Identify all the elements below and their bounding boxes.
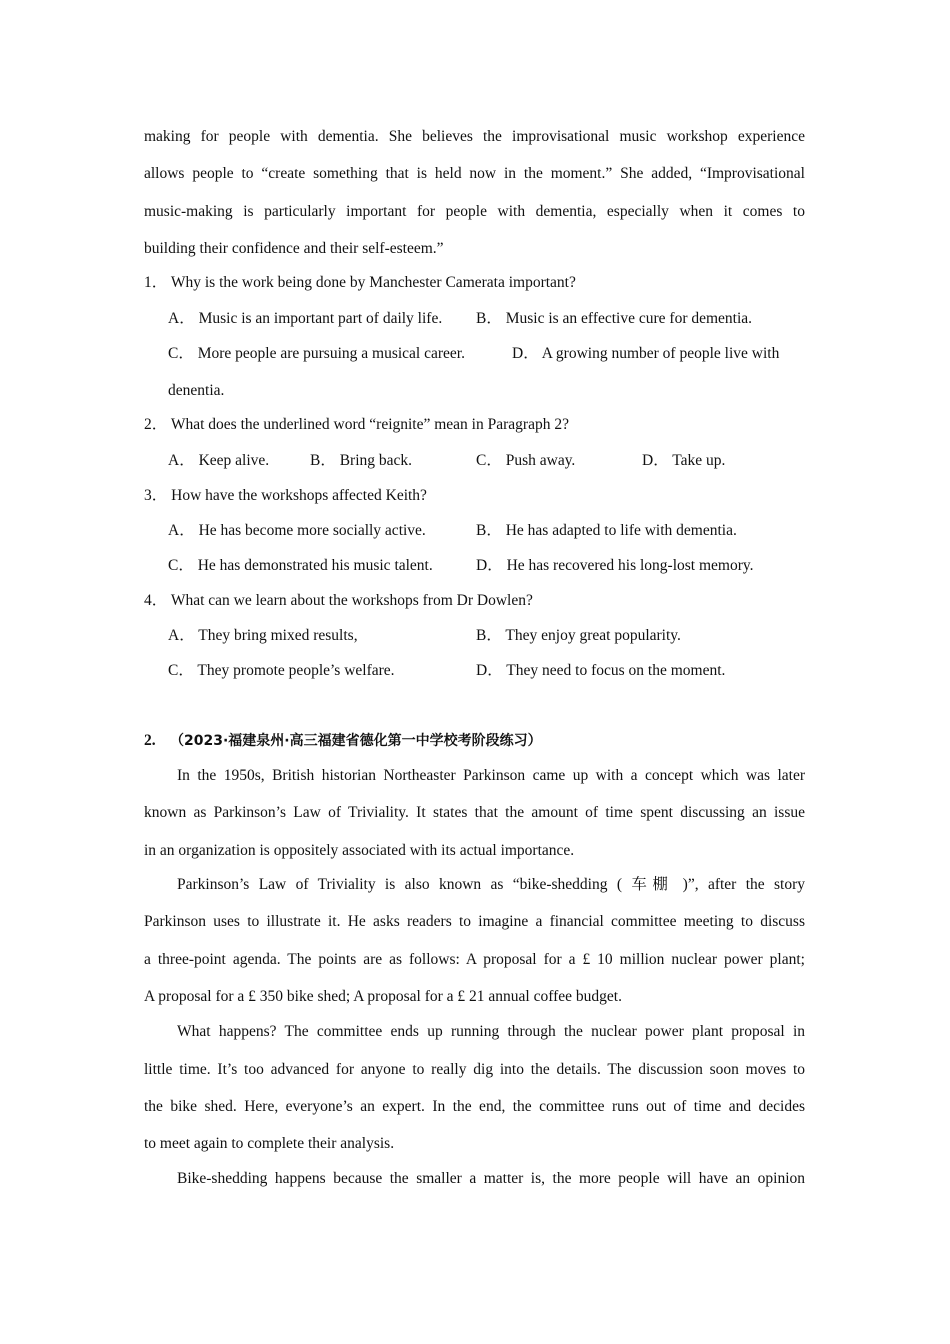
option-a: A． Music is an important part of daily life.	[168, 310, 443, 327]
option-b: B． They enjoy great popularity.	[476, 627, 681, 644]
paragraph-line: known as Parkinson’s Law of Triviality. It states that the amount of time spent discussing an issue	[144, 804, 805, 821]
question-stem: 4． What can we learn about the workshops from Dr Dowlen?	[144, 592, 533, 609]
paragraph-line: building their confidence and their self-esteem.”	[144, 240, 444, 257]
option-d: D． A growing number of people live with	[512, 345, 780, 362]
option-a: A． He has become more socially active.	[168, 522, 426, 539]
option-a: A． They bring mixed results,	[168, 627, 358, 644]
paragraph-line: Parkinson’s Law of Triviality is also known as “bike-shedding ( 车棚 )”, after the story	[177, 876, 805, 893]
option-b: B． Music is an effective cure for dementia.	[476, 310, 753, 327]
option-a: A． Keep alive.	[168, 452, 270, 469]
paragraph-line: A proposal for a £ 350 bike shed; A proposal for a £ 21 annual coffee budget.	[144, 988, 622, 1005]
section-source: （2023·福建泉州·高三福建省德化第一中学校考阶段练习）	[170, 733, 542, 749]
paragraph-line: In the 1950s, British historian Northeaster Parkinson came up with a concept which was later	[177, 767, 805, 784]
paragraph-line: to meet again to complete their analysis.	[144, 1135, 395, 1152]
question-stem: 3． How have the workshops affected Keith?	[144, 487, 427, 504]
paragraph-line: allows people to “create something that is held now in the moment.” She added, “Improvisational	[144, 165, 805, 182]
option-b: B． Bring back.	[310, 452, 413, 469]
question-stem: 2． What does the underlined word “reignite” mean in Paragraph 2?	[144, 416, 569, 433]
option-c: C． He has demonstrated his music talent.	[168, 557, 433, 574]
section-number: 2.	[144, 732, 156, 749]
paragraph-line: the bike shed. Here, everyone’s an expert. In the end, the committee runs out of time and decides	[144, 1098, 805, 1115]
option-d-continued: denentia.	[168, 382, 225, 399]
question-stem: 1． Why is the work being done by Manchester Camerata important?	[144, 274, 576, 291]
option-d: D． Take up.	[642, 452, 726, 469]
paragraph-line: making for people with dementia. She believes the improvisational music workshop experience	[144, 128, 805, 145]
option-c: C． They promote people’s welfare.	[168, 662, 395, 679]
paragraph-line: Bike-shedding happens because the smaller a matter is, the more people will have an opinion	[177, 1170, 805, 1187]
option-c: C． Push away.	[476, 452, 576, 469]
option-b: B． He has adapted to life with dementia.	[476, 522, 737, 539]
option-c: C． More people are pursuing a musical career.	[168, 345, 465, 362]
paragraph-line: What happens? The committee ends up running through the nuclear power plant proposal in	[177, 1023, 805, 1040]
option-d: D． They need to focus on the moment.	[476, 662, 726, 679]
option-d: D． He has recovered his long-lost memory.	[476, 557, 754, 574]
paragraph-line: music-making is particularly important for people with dementia, especially when it comes to	[144, 203, 805, 220]
paragraph-line: Parkinson uses to illustrate it. He asks readers to imagine a financial committee meeting to discuss	[144, 913, 805, 930]
paragraph-line: little time. It’s too advanced for anyone to really dig into the details. The discussion soon moves to	[144, 1061, 805, 1078]
paragraph-line: in an organization is oppositely associated with its actual importance.	[144, 842, 575, 859]
paragraph-line: a three-point agenda. The points are as follows: A proposal for a £ 10 million nuclear power plant;	[144, 951, 805, 968]
